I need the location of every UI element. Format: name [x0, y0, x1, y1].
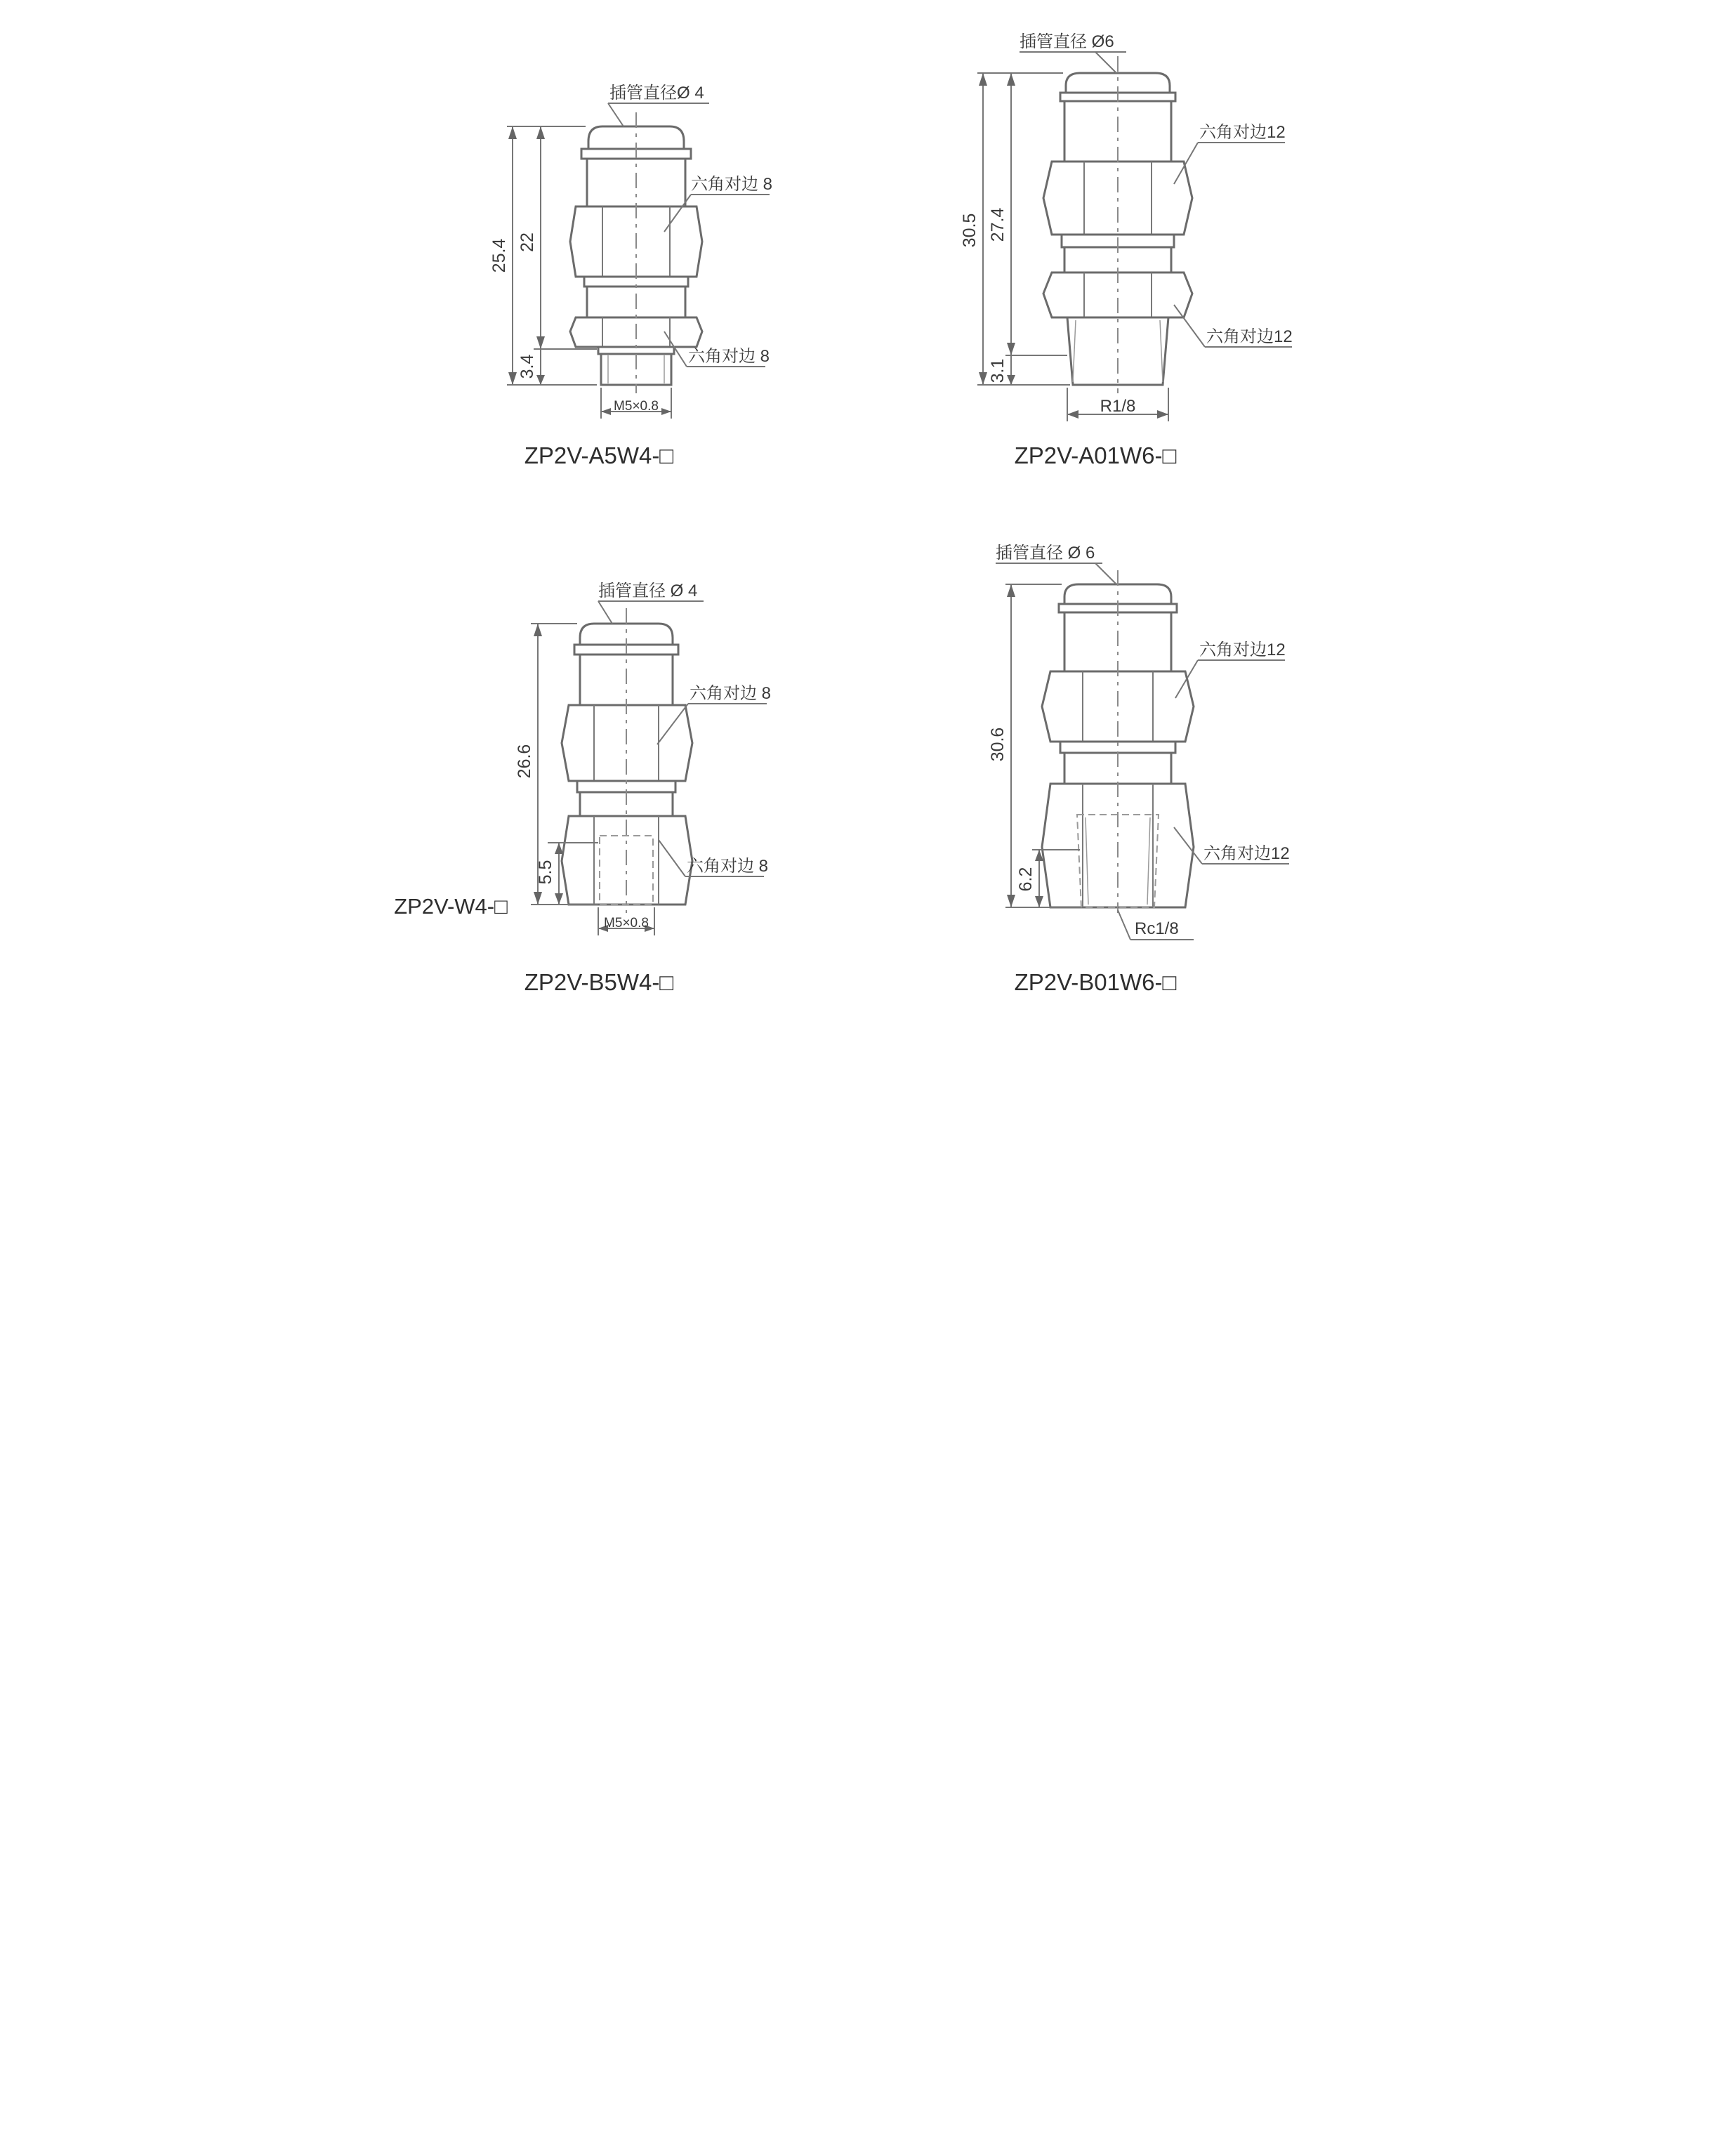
- dim-overall-height: 30.6: [988, 727, 1008, 762]
- thread-spec: M5×0.8: [614, 399, 659, 414]
- hex-top-label: 六角对边 8: [691, 175, 773, 194]
- drawing-zp2v-a5w4: [489, 84, 772, 468]
- drawing-zp2v-b5w4: [394, 581, 771, 995]
- fitting-body-b5w4: [562, 608, 692, 913]
- dim-thread-depth: 6.2: [1016, 867, 1036, 892]
- tube-diameter-label: 插管直径Ø 4: [609, 84, 704, 103]
- hex-top-label: 六角对边12: [1199, 640, 1286, 659]
- dim-body-height: 22: [517, 232, 537, 252]
- hex-bottom-label: 六角对边 8: [687, 857, 769, 876]
- model-label-a5w4: ZP2V-A5W4-□: [524, 442, 674, 468]
- dim-overall-height: 30.5: [960, 213, 979, 248]
- dim-overall-height: 26.6: [515, 744, 534, 779]
- model-label-b5w4: ZP2V-B5W4-□: [524, 969, 674, 995]
- hex-bottom-label: 六角对边 8: [688, 347, 770, 366]
- thread-spec: M5×0.8: [604, 916, 649, 931]
- model-label-b01w6: ZP2V-B01W6-□: [1014, 969, 1177, 995]
- dim-thread-length: 3.4: [517, 354, 537, 379]
- drawing-zp2v-a01w6: [960, 32, 1293, 468]
- fitting-body-a5w4: [570, 112, 702, 393]
- tube-diameter-label: 插管直径 Ø 6: [996, 544, 1095, 563]
- drawing-zp2v-b01w6: [988, 544, 1290, 995]
- thread-spec: R1/8: [1100, 397, 1136, 416]
- dim-body-height: 27.4: [988, 207, 1008, 242]
- hex-bottom-label: 六角对边12: [1203, 844, 1290, 863]
- tube-diameter-label: 插管直径 Ø 4: [598, 581, 698, 600]
- hex-top-label: 六角对边 8: [690, 684, 772, 703]
- thread-spec: Rc1/8: [1135, 919, 1179, 938]
- tube-diameter-label: 插管直径 Ø6: [1020, 32, 1114, 51]
- hex-bottom-label: 六角对边12: [1206, 327, 1293, 346]
- model-label-a01w6: ZP2V-A01W6-□: [1014, 442, 1177, 468]
- side-label-w4: ZP2V-W4-□: [394, 894, 508, 919]
- dim-thread-depth: 5.5: [536, 860, 555, 885]
- dim-thread-length: 3.1: [988, 358, 1008, 383]
- fitting-body-a01w6: [1043, 56, 1192, 393]
- fitting-body-b01w6: [1042, 570, 1194, 913]
- dim-overall-height: 25.4: [489, 238, 509, 273]
- hex-top-label: 六角对边12: [1199, 123, 1286, 142]
